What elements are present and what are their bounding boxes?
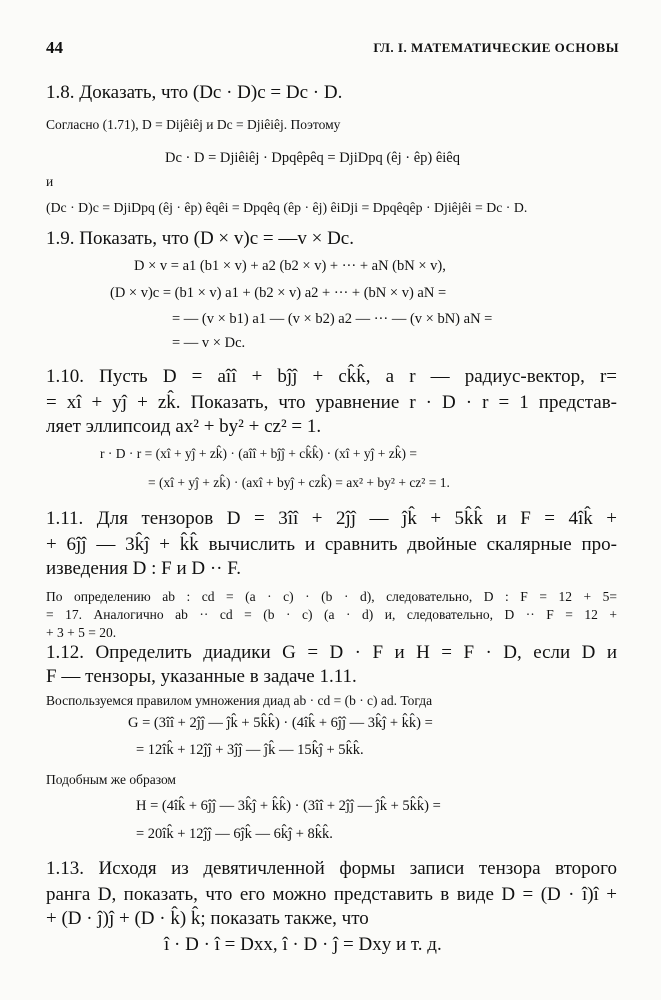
running-title: ГЛ. I. МАТЕМАТИЧЕСКИЕ ОСНОВЫ [373, 40, 619, 55]
problem-1-10-equation-2: = (xî + yĵ + zk̂) · (axî + byĵ + czk̂) = ax² + by² + cz² = 1. [148, 475, 450, 490]
problem-1-12-equation-4: = 20îk̂ + 12ĵĵ — 6ĵk̂ — 6k̂ĵ + 8k̂k̂. [136, 826, 333, 842]
problem-1-12-line-1: 1.12. Определить диадики G = D · F и H = F · D, если D и [46, 642, 617, 663]
problem-1-8-equation-2: (Dc · D)c = DjiDpq (êj · êp) êqêi = Dpqêq (êp · êj) êiDji = Dpqêqêp · Djiêjêi = Dc · D. [46, 200, 528, 215]
problem-1-9-equation-4: = — v × Dc. [172, 335, 246, 351]
problem-1-8-title: 1.8. Доказать, что (Dc · D)c = Dc · D. [46, 82, 343, 103]
problem-1-11-line-2: + 6ĵĵ — 3k̂ĵ + k̂k̂ вычислить и сравнить двойные скалярные про- [46, 534, 617, 555]
problem-1-13-line-3: + (D · ĵ)ĵ + (D · k̂) k̂; показать также, что [46, 908, 369, 929]
problem-1-13-line-1: 1.13. Исходя из девятичленной формы записи тензора второго [46, 858, 617, 879]
problem-1-9-equation-3: = — (v × b1) a1 — (v × b2) a2 — ··· — (v × bN) aN = [172, 311, 493, 327]
problem-1-11-solution-1: По определению ab : cd = (a · c) · (b · d), следовательно, D : F = 12 + 5= [46, 589, 617, 604]
problem-1-12-line-2: F — тензоры, указанные в задаче 1.11. [46, 666, 357, 687]
problem-1-11-solution-2: = 17. Аналогично ab ·· cd = (b · c) (a · d) и, следовательно, D ·· F = 12 + [46, 607, 617, 622]
problem-1-9-equation-1: D × v = a1 (b1 × v) + a2 (b2 × v) + ··· + aN (bN × v), [134, 258, 446, 274]
problem-1-12-equation-2: = 12îk̂ + 12ĵĵ + 3ĵĵ — ĵk̂ — 15k̂ĵ + 5k̂k̂. [136, 742, 364, 758]
problem-1-11-line-3: изведения D : F и D ·· F. [46, 558, 242, 579]
problem-1-10-line-3: ляет эллипсоид ax² + by² + cz² = 1. [46, 416, 322, 437]
problem-1-11-solution-3: + 3 + 5 = 20. [46, 625, 117, 640]
problem-1-12-solution-1: Воспользуемся правилом умножения диад ab · cd = (b · c) ad. Тогда [46, 693, 433, 708]
problem-1-10-line-2: = xî + yĵ + zk̂. Показать, что уравнение r · D · r = 1 представ- [46, 392, 617, 413]
problem-1-12-equation-3: H = (4îk̂ + 6ĵĵ — 3k̂ĵ + k̂k̂) · (3îî + 2ĵĵ — ĵk̂ + 5k̂k̂) = [136, 798, 441, 814]
page-header [46, 38, 619, 62]
problem-1-8-solution: Согласно (1.71), D = Dijêiêj и Dc = Djiêiêj. Поэтому [46, 117, 341, 132]
problem-1-13-equation-1: î · D · î = Dxx, î · D · ĵ = Dxy и т. д. [164, 934, 442, 955]
problem-1-11-line-1: 1.11. Для тензоров D = 3îî + 2ĵĵ — ĵk̂ + 5k̂k̂ и F = 4îk̂ + [46, 508, 617, 529]
page-number: 44 [46, 38, 63, 57]
problem-1-8-equation-1: Dc · D = Djiêiêj · Dpqêpêq = DjiDpq (êj · êp) êiêq [165, 150, 460, 166]
problem-1-9-equation-2: (D × v)c = (b1 × v) a1 + (b2 × v) a2 + ··· + (bN × v) aN = [110, 285, 447, 301]
problem-1-10-line-1: 1.10. Пусть D = aîî + bĵĵ + ck̂k̂, a r — радиус-вектор, r= [46, 366, 617, 387]
problem-1-9-title: 1.9. Показать, что (D × v)c = —v × Dc. [46, 228, 354, 249]
problem-1-8-and: и [46, 174, 54, 189]
problem-1-12-equation-1: G = (3îî + 2ĵĵ — ĵk̂ + 5k̂k̂) · (4îk̂ + 6ĵĵ — 3k̂ĵ + k̂k̂) = [128, 715, 433, 731]
problem-1-10-equation-1: r · D · r = (xî + yĵ + zk̂) · (aîî + bĵĵ + ck̂k̂) · (xî + yĵ + zk̂) = [100, 446, 417, 461]
problem-1-12-solution-2: Подобным же образом [46, 772, 176, 787]
problem-1-13-line-2: ранга D, показать, что его можно представить в виде D = (D · î)î + [46, 884, 617, 905]
